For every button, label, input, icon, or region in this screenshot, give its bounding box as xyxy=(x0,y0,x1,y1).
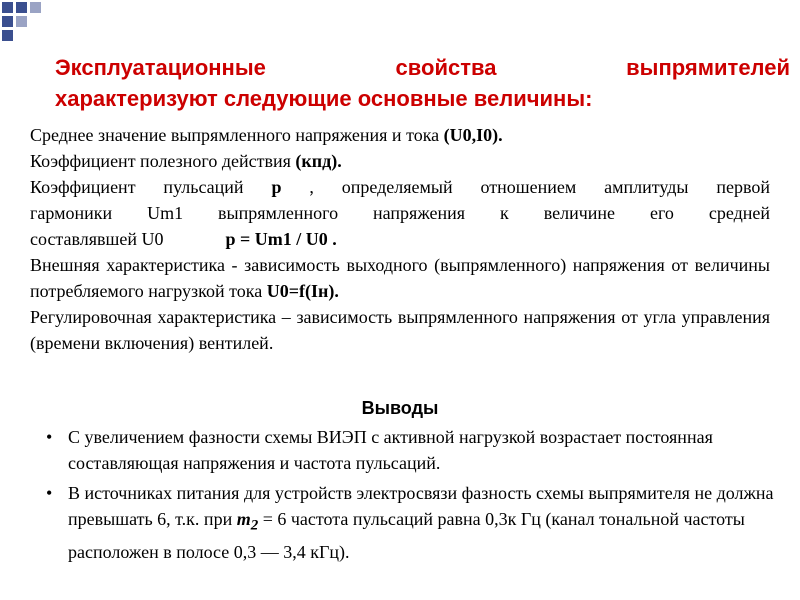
text: В источниках питания для устройств электросвязи фазность схемы выпрямителя не должна превышать 6, т.к. при xyxy=(68,483,774,529)
conclusions-heading: Выводы xyxy=(361,398,439,418)
bold-text: U0=f(Iн). xyxy=(266,281,339,301)
properties-text xyxy=(30,122,770,356)
text: Коэффициент полезного действия xyxy=(30,151,296,171)
bullet-icon: • xyxy=(46,483,53,503)
text: m xyxy=(236,509,251,529)
bold-text: (кпд). xyxy=(295,151,342,171)
deco-square xyxy=(16,16,27,27)
text: Среднее значение выпрямленного напряжения и тока xyxy=(30,125,444,145)
bullet-icon: • xyxy=(46,427,53,447)
deco-square xyxy=(30,2,41,13)
list-item xyxy=(46,424,776,476)
text: , определяемый отношением амплитуды первой xyxy=(281,177,770,197)
formula: p = Um1 / U0 . xyxy=(225,229,337,249)
paragraph-average-value xyxy=(30,122,770,148)
text-line xyxy=(30,229,337,249)
conclusions-list xyxy=(46,424,776,569)
text-line: гармоники Um1 выпрямленного напряжения к величине его средней xyxy=(30,203,770,223)
paragraph-regulating-characteristic: Регулировочная характеристика – зависимость выпрямленного напряжения от угла управления (времени включения) вентилей. xyxy=(30,307,770,353)
corner-decoration xyxy=(0,0,60,60)
subscript: 2 xyxy=(250,517,259,534)
paragraph-efficiency xyxy=(30,148,770,174)
text: Коэффициент пульсаций xyxy=(30,177,272,197)
list-item xyxy=(46,480,776,565)
deco-square xyxy=(16,2,27,13)
variable-m xyxy=(236,509,259,534)
title-word: свойства xyxy=(395,55,497,80)
paragraph-ripple xyxy=(30,174,770,252)
title-word: выпрямителей xyxy=(626,55,790,80)
text: С увеличением фазности схемы ВИЭП с активной нагрузкой возрастает постоянная составляющая напряжения и частота пульсаций. xyxy=(68,427,713,473)
bold-text: (U0,I0). xyxy=(443,125,503,145)
deco-square xyxy=(2,2,13,13)
text: Внешняя характеристика - зависимость выходного (выпрямленного) напряжения от величины потребляемого нагрузкой тока xyxy=(30,255,770,301)
bold-text: p xyxy=(271,177,282,197)
paragraph-external-characteristic xyxy=(30,252,770,304)
text: = 6 частота пульсаций равна 0,3к Гц (канал тональной частоты расположен в полосе 0,3 — 3,4 кГц). xyxy=(68,509,745,562)
text: составлявшей U0 xyxy=(30,229,164,249)
deco-square xyxy=(2,16,13,27)
slide-title xyxy=(55,52,790,114)
title-word: Эксплуатационные xyxy=(55,55,266,80)
title-line-2: характеризуют следующие основные величины: xyxy=(55,86,593,111)
text-line xyxy=(30,174,770,200)
deco-square xyxy=(2,30,13,41)
